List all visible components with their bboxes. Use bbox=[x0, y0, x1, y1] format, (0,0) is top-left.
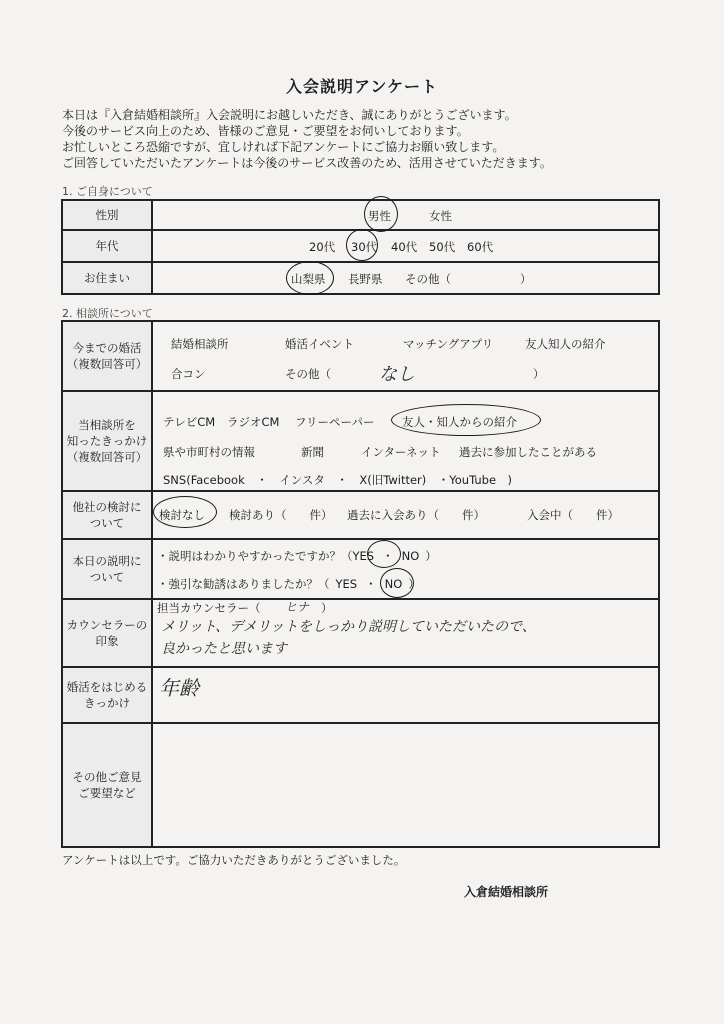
intro-line: お忙しいところ恐縮ですが、宜しければ下記アンケートにご協力お願い致します。 bbox=[62, 140, 505, 154]
counselor-name-prefix: 担当カウンセラー（ bbox=[157, 601, 261, 615]
prev-other-close: ） bbox=[533, 367, 545, 381]
label-line: ご要望など bbox=[78, 786, 136, 800]
label-line: 婚活をはじめる bbox=[66, 680, 148, 694]
residence-other[interactable]: その他（ ） bbox=[405, 272, 532, 286]
paren: ） bbox=[408, 577, 420, 591]
age-40[interactable]: 40代 bbox=[391, 240, 418, 254]
comments-label bbox=[62, 723, 152, 847]
label-line: 今までの婚活 bbox=[72, 341, 142, 355]
selection-circle bbox=[367, 540, 401, 568]
question-text: ・強引な勧誘はありましたか？（ bbox=[157, 577, 330, 591]
section-1-table bbox=[61, 199, 660, 295]
selection-circle bbox=[153, 496, 217, 528]
other-agency-some[interactable]: 検討あり（ 件） bbox=[229, 508, 333, 522]
gender-male[interactable]: 男性 bbox=[368, 209, 391, 223]
row-explanation bbox=[62, 539, 659, 599]
q1-no[interactable]: NO bbox=[401, 549, 420, 563]
label-line: その他ご意見 bbox=[72, 770, 142, 784]
trigger-friend[interactable]: 友人・知人からの紹介 bbox=[402, 415, 517, 429]
row-residence bbox=[62, 262, 659, 294]
survey-title: 入会説明アンケート bbox=[285, 77, 439, 96]
intro-line: 本日は『入倉結婚相談所』入会説明にお越しいただき、誠にありがとうございます。 bbox=[62, 108, 517, 122]
other-agency-label bbox=[62, 491, 152, 539]
counselor-answer bbox=[152, 599, 659, 667]
prev-other-open: その他（ bbox=[285, 367, 331, 381]
age-60[interactable]: 60代 bbox=[467, 240, 494, 254]
selection-circle bbox=[364, 196, 398, 232]
section-2-heading: 2. 相談所について bbox=[62, 307, 153, 320]
label-line: 本日の説明に bbox=[72, 554, 142, 568]
counselor-name-handwritten[interactable]: ヒナ bbox=[285, 600, 310, 614]
trigger-internet[interactable]: インターネット bbox=[361, 445, 441, 459]
label-line: 他社の検討に bbox=[72, 500, 142, 514]
residence-yamanashi[interactable]: 山梨県 bbox=[291, 272, 326, 286]
gender-female[interactable]: 女性 bbox=[429, 209, 452, 223]
trigger-past[interactable]: 過去に参加したことがある bbox=[459, 445, 597, 459]
q2-no[interactable]: NO bbox=[384, 577, 403, 591]
row-previous-activities bbox=[62, 321, 659, 391]
age-20[interactable]: 20代 bbox=[309, 240, 336, 254]
question-text: ・説明はわかりやすかったですか？（ bbox=[157, 549, 353, 563]
explain-label bbox=[62, 539, 152, 599]
trigger-paper[interactable]: フリーペーパー bbox=[295, 415, 375, 429]
paren: ） bbox=[425, 549, 437, 563]
prev-gokon[interactable]: 合コン bbox=[171, 367, 206, 381]
counselor-comment-line[interactable]: 良かったと思います bbox=[161, 641, 287, 657]
other-agency-none[interactable]: 検討なし bbox=[159, 508, 205, 522]
prev-event[interactable]: 婚活イベント bbox=[285, 337, 354, 351]
label-line: きっかけ bbox=[84, 696, 130, 710]
separator: ・ bbox=[365, 577, 377, 591]
age-label: 年代 bbox=[62, 230, 152, 262]
age-30[interactable]: 30代 bbox=[351, 240, 378, 254]
label-line: ついて bbox=[89, 570, 125, 584]
age-50[interactable]: 50代 bbox=[429, 240, 456, 254]
counselor-comment-line[interactable]: メリット、デメリットをしっかり説明していただいたので、 bbox=[161, 619, 536, 635]
other-agency-current[interactable]: 入会中（ 件） bbox=[527, 508, 619, 522]
separator: ・ bbox=[382, 549, 394, 563]
label-line: 印象 bbox=[95, 634, 119, 648]
label-line: 知ったきっかけ bbox=[66, 434, 148, 448]
start-label bbox=[62, 667, 152, 723]
row-other-comments bbox=[62, 723, 659, 847]
label-line: カウンセラーの bbox=[66, 618, 148, 632]
row-age bbox=[62, 230, 659, 262]
selection-circle bbox=[286, 261, 334, 295]
label-line: 当相談所を bbox=[78, 418, 136, 432]
selection-circle bbox=[380, 568, 414, 598]
q2-yes[interactable]: YES bbox=[335, 577, 358, 591]
residence-nagano[interactable]: 長野県 bbox=[348, 272, 383, 286]
trigger-options bbox=[152, 391, 659, 491]
section-2-table bbox=[61, 320, 660, 848]
row-counselor bbox=[62, 599, 659, 667]
residence-label: お住まい bbox=[62, 262, 152, 294]
comments-answer[interactable] bbox=[152, 723, 659, 847]
section-1-heading: 1. ご自身について bbox=[62, 185, 153, 198]
label-line: （複数回答可） bbox=[66, 450, 148, 464]
label-line: ついて bbox=[89, 516, 125, 530]
trigger-pref[interactable]: 県や市町村の情報 bbox=[163, 445, 255, 459]
prev-app[interactable]: マッチングアプリ bbox=[403, 337, 494, 351]
explain-options bbox=[152, 539, 659, 599]
row-other-agencies bbox=[62, 491, 659, 539]
closing-note: アンケートは以上です。ご協力いただきありがとうございました。 bbox=[62, 853, 406, 867]
other-agency-options bbox=[152, 491, 659, 539]
trigger-sns[interactable]: SNS(Facebook ・ インスタ ・ X(旧Twitter) ・YouTube ) bbox=[163, 473, 513, 487]
other-agency-past[interactable]: 過去に入会あり（ 件） bbox=[347, 508, 485, 522]
row-gender bbox=[62, 200, 659, 230]
intro-line: 今後のサービス向上のため、皆様のご意見・ご要望をお伺いしております。 bbox=[62, 124, 469, 138]
counselor-label bbox=[62, 599, 152, 667]
start-answer bbox=[152, 667, 659, 723]
previous-label bbox=[62, 321, 152, 391]
q1-yes[interactable]: YES bbox=[352, 549, 375, 563]
prev-other-handwritten[interactable]: なし bbox=[379, 364, 415, 385]
trigger-news[interactable]: 新聞 bbox=[301, 445, 324, 459]
row-how-knew bbox=[62, 391, 659, 491]
prev-agency[interactable]: 結婚相談所 bbox=[171, 337, 229, 351]
row-start-trigger bbox=[62, 667, 659, 723]
selection-circle bbox=[391, 404, 541, 436]
trigger-radio[interactable]: ラジオCM bbox=[227, 415, 280, 429]
gender-options bbox=[152, 200, 659, 230]
residence-options bbox=[152, 262, 659, 294]
organization-name: 入倉結婚相談所 bbox=[464, 885, 549, 899]
label-line: （複数回答可） bbox=[66, 357, 148, 371]
start-handwritten[interactable]: 年齢 bbox=[159, 676, 199, 700]
previous-options bbox=[152, 321, 659, 391]
gender-label: 性別 bbox=[62, 200, 152, 230]
counselor-name-close: ） bbox=[321, 601, 333, 615]
intro-line: ご回答していただいたアンケートは今後のサービス改善のため、活用させていただきます。 bbox=[62, 156, 552, 170]
selection-circle bbox=[346, 229, 378, 261]
trigger-label bbox=[62, 391, 152, 491]
trigger-tv[interactable]: テレビCM bbox=[163, 415, 216, 429]
intro-text bbox=[62, 107, 702, 171]
age-options bbox=[152, 230, 659, 262]
prev-friend[interactable]: 友人知人の紹介 bbox=[525, 337, 606, 351]
